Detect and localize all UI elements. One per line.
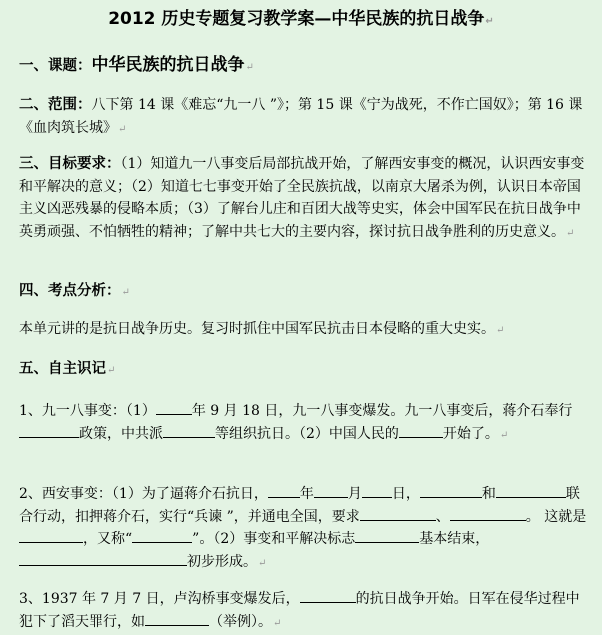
scope-text: 八下第 14 课《难忘“九一八 ”》；第 15 课《宁为战死，不作亡国奴》；第 16 课《血肉筑长城》: [19, 97, 583, 136]
question-text: 开始了。: [442, 425, 499, 442]
answer-blank[interactable]: [156, 400, 192, 415]
question-text: 3、1937 年 7 月 7 日，卢沟桥事变爆发后，: [19, 591, 300, 607]
question-text: ”。（2）事变和平解决标志: [192, 531, 356, 547]
question-text: 、: [435, 508, 450, 525]
question-text: 日，: [391, 486, 420, 502]
question-text: 年: [299, 486, 314, 502]
section-label: 五、自主识记: [19, 361, 106, 377]
answer-blank[interactable]: [268, 483, 300, 498]
question-text: 基本结束，: [419, 531, 490, 547]
section-label: 四、考点分析：: [19, 283, 121, 299]
answer-blank[interactable]: [132, 528, 192, 543]
question-text: 初步形成。: [187, 553, 257, 570]
title-text: 2012 历史专题复习教学案—中华民族的抗日战争: [108, 9, 485, 29]
question-text: 等组织抗日。（2）中国人民的: [215, 425, 399, 442]
paragraph-mark-icon: ↵: [245, 62, 254, 73]
answer-blank[interactable]: [399, 423, 443, 438]
topic-title: 中华民族的抗日战争: [91, 55, 245, 75]
section-topic: [19, 54, 589, 80]
question-text: ，又称“: [83, 531, 133, 547]
question-text: 1、九一八事变：（1）: [19, 403, 156, 419]
answer-blank[interactable]: [300, 588, 356, 603]
paragraph-mark-icon: ↵: [566, 227, 575, 239]
answer-blank[interactable]: [420, 483, 482, 498]
paragraph-mark-icon: ↵: [485, 16, 494, 27]
section-objectives: [19, 153, 589, 245]
paragraph-mark-icon: ↵: [118, 123, 127, 135]
section-label: 三、目标要求：: [19, 156, 121, 172]
paragraph-mark-icon: ↵: [121, 287, 130, 298]
analysis-text: 本单元讲的是抗日战争历史。复习时抓住中国军民抗击日本侵略的重大史实。: [19, 321, 495, 337]
question-text: 月: [347, 486, 362, 502]
question-text: 联合行动，扣押蒋介石，实行“兵谏 ”，并通电全国，要求: [19, 486, 580, 525]
document-title: [0, 4, 602, 29]
paragraph-mark-icon: ↵: [273, 617, 282, 629]
answer-blank[interactable]: [19, 528, 83, 543]
question-text: 和: [481, 486, 496, 502]
question-text: 政策，中共派: [79, 425, 163, 442]
question-1: [19, 400, 589, 447]
answer-blank[interactable]: [355, 528, 419, 543]
paragraph-mark-icon: ↵: [499, 429, 509, 441]
analysis-paragraph: [19, 318, 589, 343]
section-self-study-heading: [19, 358, 589, 383]
answer-blank[interactable]: [163, 423, 215, 438]
question-text: （举例）。: [209, 613, 272, 630]
paragraph-mark-icon: ↵: [107, 365, 116, 376]
section-label: 二、范围：: [19, 97, 92, 113]
paragraph-mark-icon: ↵: [496, 325, 505, 336]
paragraph-mark-icon: ↵: [258, 557, 267, 569]
answer-blank[interactable]: [450, 506, 526, 521]
answer-blank[interactable]: [314, 483, 348, 498]
answer-blank[interactable]: [19, 423, 79, 438]
section-analysis-heading: [19, 280, 589, 305]
question-text: 的抗日战争开始。日军在侵华过程中犯下了滔天罪行，如: [19, 591, 580, 630]
section-label: 一、课题：: [19, 58, 92, 74]
answer-blank[interactable]: [360, 506, 436, 521]
question-text: 年 9 月 18 日，九一八事变爆发。九一八事变后，蒋介石奉行: [191, 403, 573, 419]
question-text: 2、西安事变：（1）为了逼蒋介石抗日，: [19, 486, 268, 502]
answer-blank[interactable]: [145, 611, 209, 626]
answer-blank[interactable]: [362, 483, 392, 498]
question-2: [19, 483, 589, 575]
question-text: 。 这就是: [525, 508, 587, 525]
section-scope: [19, 94, 589, 141]
answer-blank[interactable]: [19, 551, 187, 566]
objectives-text: （1）知道九一八事变后局部抗战开始，了解西安事变的概况，认识西安事变和平解决的意义；（2）知道七七事变开始了全民族抗战，以南京大屠杀为例，认识日本帝国主义凶恶残暴的侵略本质；（3）了解台儿庄和百团大战等史实，体会中国军民在抗日战争中英勇顽强、不怕牺牲的精神；了解中共七大的主要内容，探讨抗日战争胜利的历史意义。: [19, 156, 585, 240]
answer-blank[interactable]: [496, 483, 566, 498]
question-3: [19, 588, 589, 635]
